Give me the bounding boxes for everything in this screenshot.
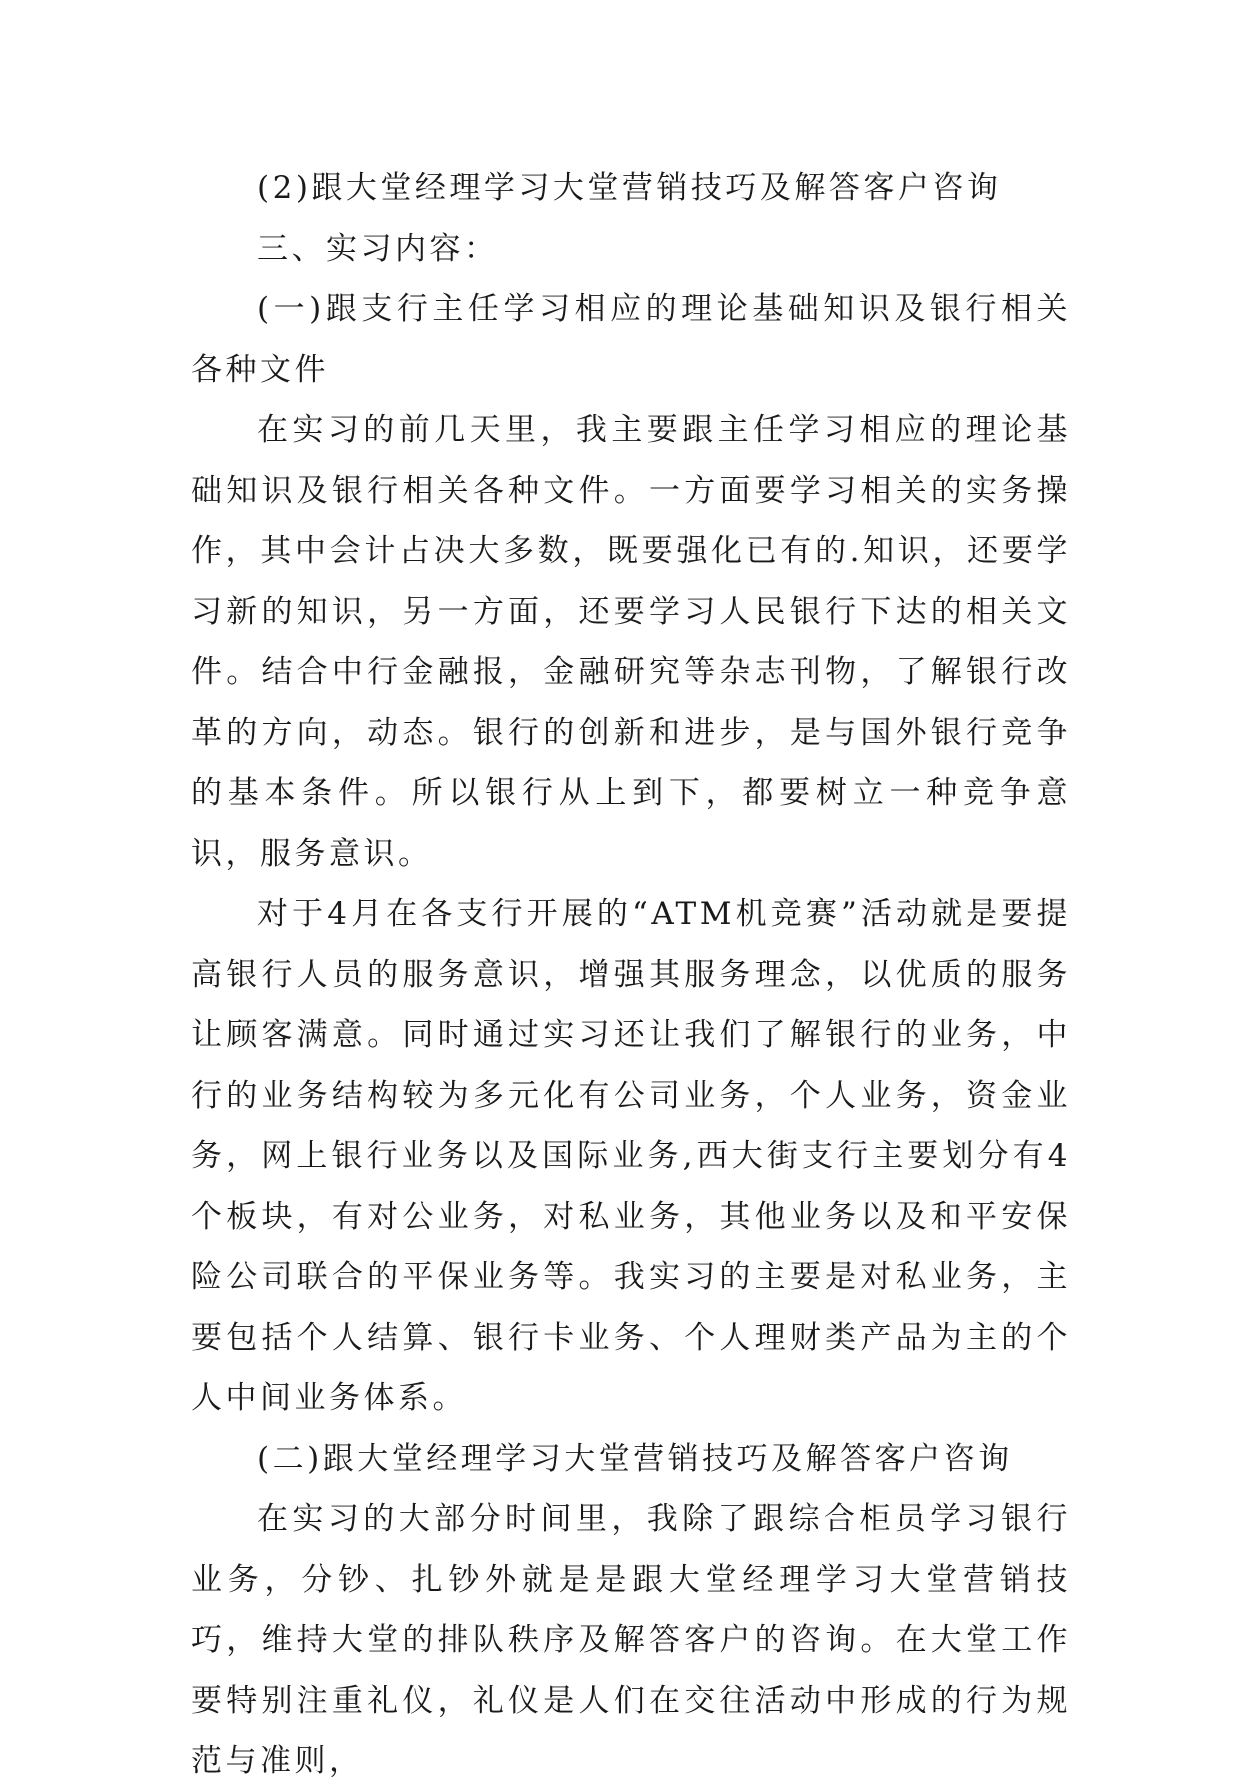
paragraph-atm-competition: 对于4月在各支行开展的“ATM机竞赛”活动就是要提高银行人员的服务意识，增强其服务理念，以优质的服务让顾客满意。同时通过实习还让我们了解银行的业务，中行的业务结构较为多元化有公司业务，个人业务，资金业务，网上银行业务以及国际业务,西大街支行主要划分有4个板块，有对公业务，对私业务，其他业务以及和平安保险公司联合的平保业务等。我实习的主要是对私业务，主要包括个人结算、银行卡业务、个人理财类产品为主的个人中间业务体系。 [191, 896, 1071, 1416]
document-body [191, 158, 1071, 1792]
paragraph-lobby-work: 在实习的大部分时间里，我除了跟综合柜员学习银行业务，分钞、扎钞外就是是跟大堂经理学习大堂营销技巧，维持大堂的排队秩序及解答客户的咨询。在大堂工作要特别注重礼仪，礼仪是人们在交往活动中形成的行为规范与准则， [191, 1501, 1071, 1779]
paragraph-subheading-2: (2)跟大堂经理学习大堂营销技巧及解答客户咨询 [257, 170, 1002, 206]
paragraph-theory-study: 在实习的前几天里，我主要跟主任学习相应的理论基础知识及银行相关各种文件。一方面要学习相关的实务操作，其中会计占决大多数，既要强化已有的.知识，还要学习新的知识，另一方面，还要学习人民银行下达的相关文件。结合中行金融报，金融研究等杂志刊物，了解银行改革的方向，动态。银行的创新和进步，是与国外银行竞争的基本条件。所以银行从上到下，都要树立一种竞争意识，服务意识。 [191, 412, 1071, 872]
subsection-heading-1: (一)跟支行主任学习相应的理论基础知识及银行相关各种文件 [191, 291, 1071, 388]
section-heading-internship-content: 三、实习内容： [257, 230, 499, 267]
subsection-heading-2: (二)跟大堂经理学习大堂营销技巧及解答客户咨询 [257, 1440, 1013, 1477]
